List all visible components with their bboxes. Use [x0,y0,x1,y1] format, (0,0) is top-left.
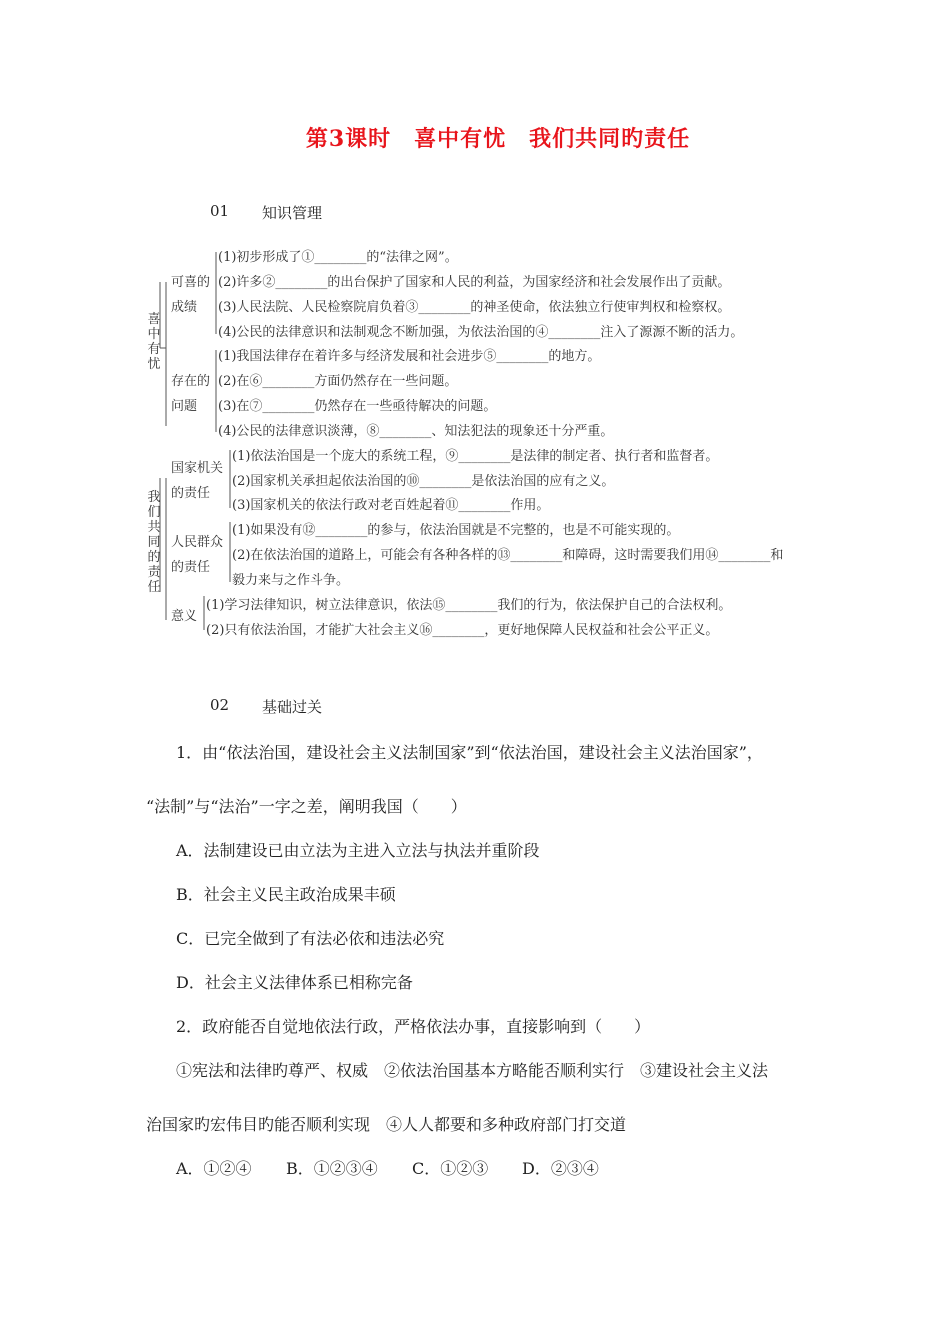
branch-label-people: 人民群众 [171,535,224,550]
branch-label-state-organs-2: 的责任 [171,486,211,501]
tree-item: (4)公民的法律意识和法制观念不断加强，为依法治国的④________注入了源源不断的活力。 [218,325,744,340]
tree-item: (1)初步形成了①________的“法律之网”。 [218,250,458,265]
page-title: 第3课时 喜中有忧 我们共同旳责任 [305,126,691,152]
q1-option-a: A．法制建设已由立法为主进入立法与执法并重阶段 [176,841,540,860]
tree-item: (3)人民法院、人民检察院肩负着③________的神圣使命，依法独立行使审判权和检察权。 [218,300,731,315]
tree-item: (3)在⑦________仍然存在一些亟待解决的问题。 [218,399,497,414]
tree-item: (2)国家机关承担起依法治国的⑩________是依法治国的应有之义。 [232,474,615,489]
q2-option-a: A．①②④ [176,1159,252,1178]
q2-option-b: B．①②③④ [286,1159,378,1178]
tree-item: (2)在⑥________方面仍然存在一些问题。 [218,374,458,389]
section-number-01: 01 [210,202,230,220]
q1-option-b: B．社会主义民主政治成果丰硕 [176,885,396,904]
tree-item: 毅力来与之作斗争。 [232,573,350,588]
q2-statements: ①宪法和法律旳尊严、权威 ②依法治国基本方略能否顺利实行 ③建设社会主义法 [176,1061,769,1080]
group-label-joy-worry: 喜 中 有 忧 [147,312,161,372]
q1-stem-cont: “法制”与“法治”一字之差，阐明我国（ ） [146,797,467,816]
branch-label-state-organs: 国家机关 [171,461,224,476]
tree-item: (3)国家机关的依法行政对老百姓起着⑪________作用。 [232,498,550,513]
section-heading-knowledge: 知识管理 [262,204,323,222]
tree-item: (2)只有依法治国，才能扩大社会主义⑯________，更好地保障人民权益和社会公平正义。 [206,623,719,638]
tree-item: (1)我国法律存在着许多与经济发展和社会进步⑤________的地方。 [218,349,601,364]
tree-item: (1)依法治国是一个庞大的系统工程，⑨________是法律的制定者、执行者和监督者。 [232,449,719,464]
branch-label-achievements: 可喜的 [171,275,211,290]
branch-label-people-2: 的责任 [171,560,211,575]
q2-stem: 2．政府能否自觉地依法行政，严格依法办事，直接影响到（ ） [176,1017,651,1036]
branch-label-problems-2: 问题 [171,399,198,414]
section-heading-basics: 基础过关 [262,698,323,716]
branch-label-problems: 存在的 [171,374,211,389]
group-label-our-responsibility: 我 们 共 同 的 责 任 [147,490,161,595]
tree-item: (2)许多②________的出台保护了国家和人民的利益，为国家经济和社会发展作出了贡献。 [218,275,731,290]
q1-option-c: C．已完全做到了有法必依和违法必究 [176,929,445,948]
branch-label-achievements-2: 成绩 [171,300,198,315]
tree-item: (1)如果没有⑫________的参与，依法治国就是不完整的，也是不可能实现的。 [232,523,680,538]
q2-statements-cont: 治国家旳宏伟目旳能否顺利实现 ④人人都要和多种政府部门打交道 [146,1115,627,1134]
branch-label-significance: 意义 [171,609,198,624]
section-number-02: 02 [210,696,230,714]
tree-item: (1)学习法律知识，树立法律意识，依法⑮________我们的行为，依法保护自己的合法权利。 [206,598,732,613]
q1-option-d: D．社会主义法律体系已相称完备 [176,973,413,992]
tree-item: (2)在依法治国的道路上，可能会有各种各样的⑬________和障碍，这时需要我们用⑭________和 [232,548,784,563]
q2-option-d: D．②③④ [522,1159,599,1178]
tree-item: (4)公民的法律意识淡薄，⑧________、知法犯法的现象还十分严重。 [218,424,614,439]
q2-option-c: C．①②③ [412,1159,489,1178]
q1-stem: 1．由“依法治国，建设社会主义法制国家”到“依法治国，建设社会主义法治国家”， [176,743,763,762]
